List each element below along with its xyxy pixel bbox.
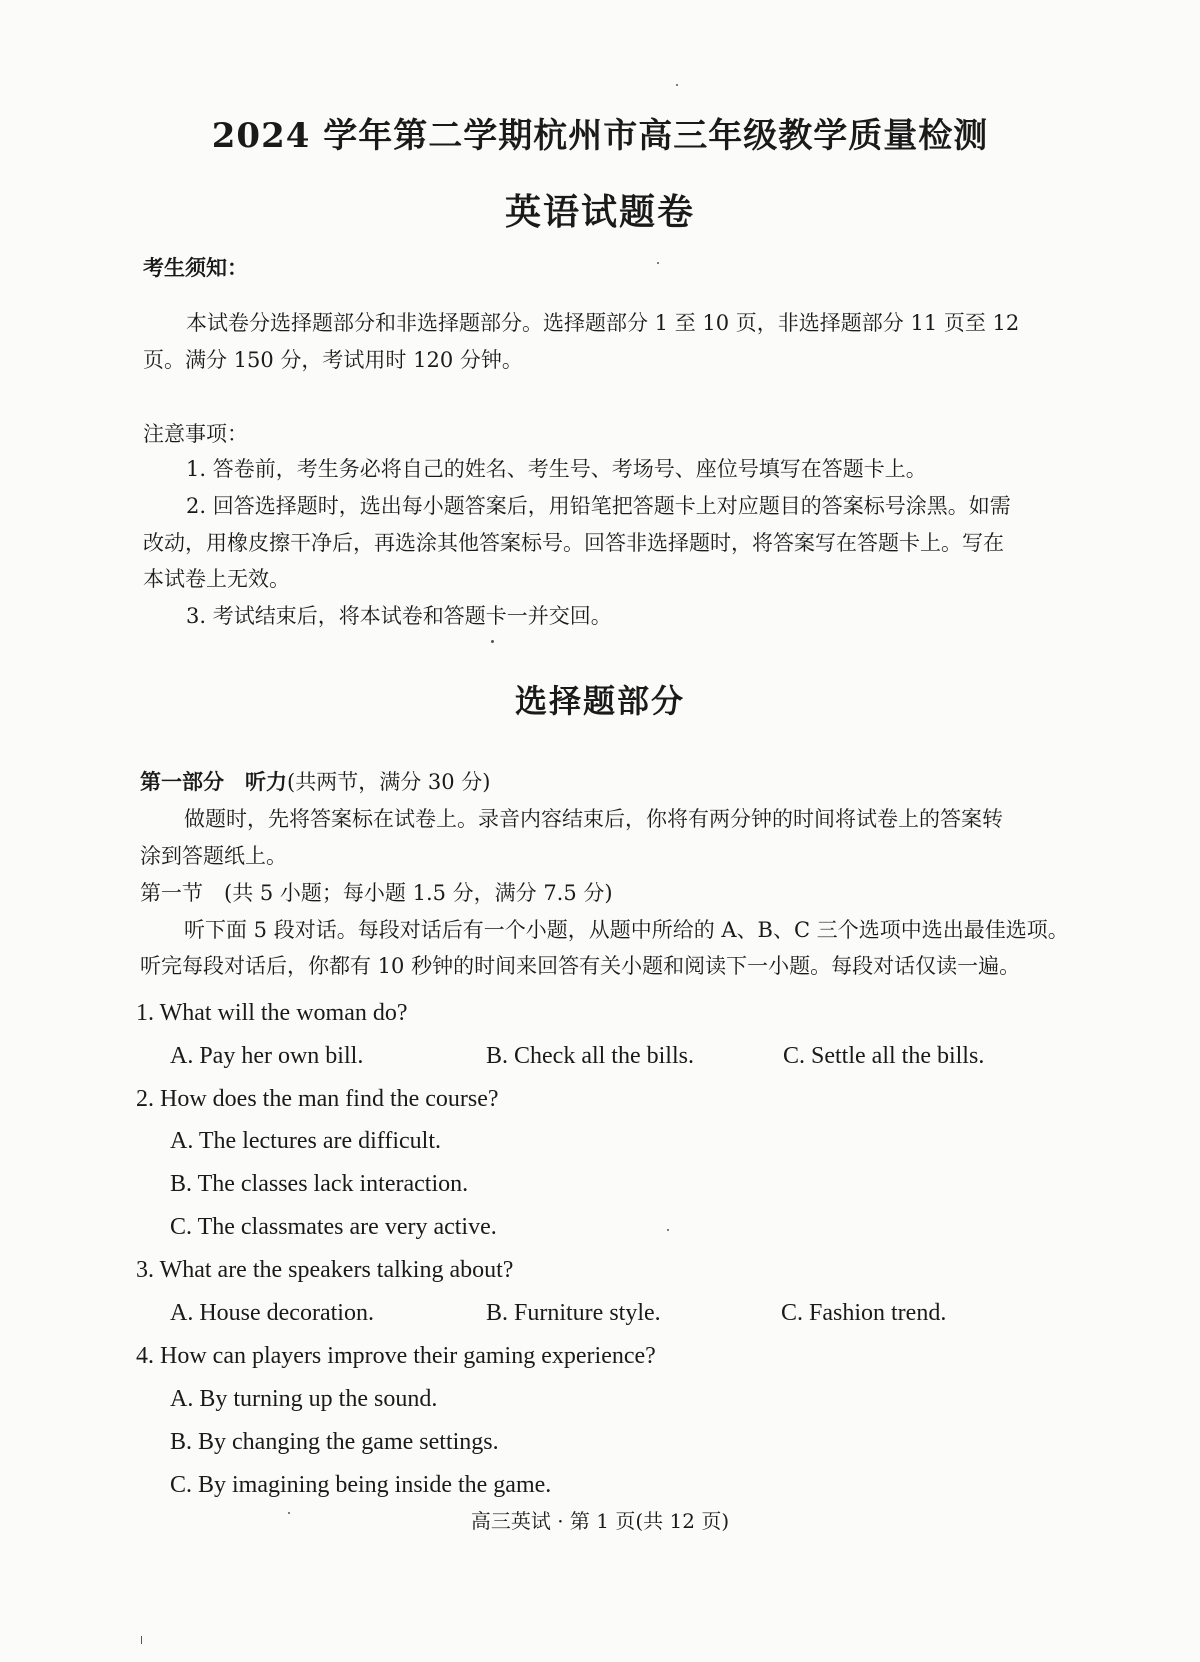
question-2-option-a: A. The lectures are difficult.: [170, 1128, 442, 1154]
scan-speck: [491, 640, 494, 643]
notice-heading: 考生须知：: [143, 255, 248, 280]
question-4-option-b: B. By changing the game settings.: [170, 1429, 499, 1455]
question-2-option-b: B. The classes lack interaction.: [170, 1171, 469, 1197]
attention-item-1: 1. 答卷前，考生务必将自己的姓名、考生号、考场号、座位号填写在答题卡上。: [186, 457, 927, 481]
part1-intro-line-2: 涂到答题纸上。: [140, 844, 287, 868]
question-3-option-a: A. House decoration.: [170, 1300, 374, 1326]
question-4-option-c: C. By imagining being inside the game.: [170, 1472, 552, 1498]
page-footer: 高三英试 · 第 1 页(共 12 页): [470, 1509, 730, 1533]
section1-instructions-line-2: 听完每段对话后，你都有 10 秒钟的时间来回答有关小题和阅读下一小题。每段对话仅读一遍。: [140, 954, 1021, 978]
scan-speck: [288, 1512, 290, 1514]
attention-item-2-line-3: 本试卷上无效。: [143, 567, 290, 591]
section1-heading: 第一节 (共 5 小题；每小题 1.5 分，满分 7.5 分): [140, 881, 613, 905]
attention-item-3: 3. 考试结束后，将本试卷和答题卡一并交回。: [186, 604, 612, 628]
scan-speck: [657, 262, 659, 264]
attention-item-2-line-1: 2. 回答选择题时，选出每小题答案后，用铅笔把答题卡上对应题目的答案标号涂黑。如需: [186, 494, 1011, 518]
scan-speck: [141, 1636, 142, 1644]
part1-intro-line-1: 做题时，先将答案标在试卷上。录音内容结束后，你将有两分钟的时间将试卷上的答案转: [184, 807, 1003, 831]
question-1-option-b: B. Check all the bills.: [486, 1043, 694, 1069]
part1-heading-bold: 第一部分 听力: [140, 769, 287, 794]
notice-line-1: 本试卷分选择题部分和非选择题部分。选择题部分 1 至 10 页，非选择题部分 11 页至 12: [186, 311, 1020, 335]
section-title: 选择题部分: [514, 682, 685, 720]
exam-title: 2024 学年第二学期杭州市高三年级教学质量检测: [211, 116, 989, 156]
question-1-option-a: A. Pay her own bill.: [170, 1043, 364, 1069]
attention-item-2-line-2: 改动，用橡皮擦干净后，再选涂其他答案标号。回答非选择题时，将答案写在答题卡上。写在: [143, 531, 1004, 555]
exam-subtitle: 英语试题卷: [504, 191, 695, 233]
section1-instructions-line-1: 听下面 5 段对话。每段对话后有一个小题，从题中所给的 A、B、C 三个选项中选出最佳选项。: [184, 918, 1069, 942]
question-1: 1. What will the woman do?: [136, 1000, 408, 1026]
question-3: 3. What are the speakers talking about?: [136, 1257, 514, 1283]
question-4-option-a: A. By turning up the sound.: [170, 1386, 438, 1412]
question-2: 2. How does the man find the course?: [136, 1086, 499, 1112]
scan-speck: [676, 84, 678, 86]
part1-heading-rest: (共两节，满分 30 分): [287, 770, 491, 794]
question-4: 4. How can players improve their gaming experience?: [136, 1343, 656, 1369]
attention-heading: 注意事项：: [143, 422, 248, 446]
question-3-option-b: B. Furniture style.: [486, 1300, 661, 1326]
question-2-option-c: C. The classmates are very active.: [170, 1214, 497, 1240]
part1-heading: [140, 765, 490, 799]
notice-line-2: 页。满分 150 分，考试用时 120 分钟。: [143, 348, 523, 372]
scan-speck: [667, 1229, 669, 1231]
question-1-option-c: C. Settle all the bills.: [783, 1043, 985, 1069]
question-3-option-c: C. Fashion trend.: [781, 1300, 947, 1326]
